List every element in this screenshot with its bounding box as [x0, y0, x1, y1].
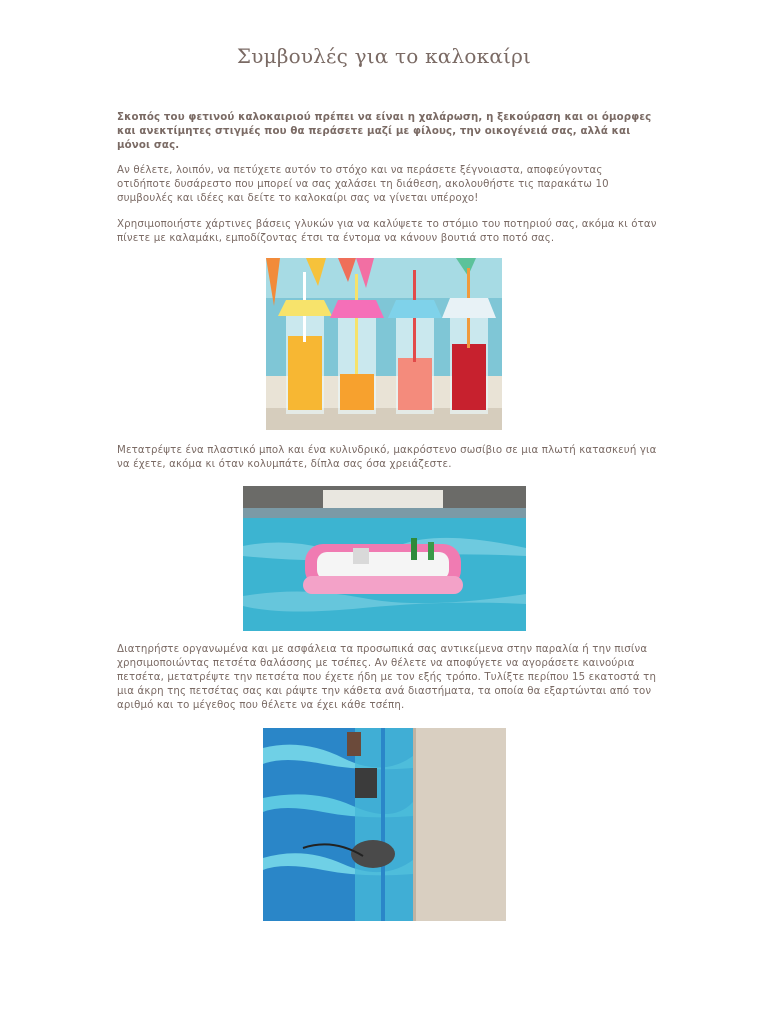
- towel-pockets-photo: [263, 728, 506, 921]
- tip-cupcake-liner-paragraph: Χρησιμοποιήστε χάρτινες βάσεις γλυκών για να καλύψετε το στόμιο του ποτηριού σας, ακόμα κι όταν πίνετε με καλαμάκι, εμποδίζοντας έτσι τα έντομα να κάνουν βουτιά στο ποτό σας.: [117, 219, 657, 244]
- page-title: Συμβουλές για το καλοκαίρι: [236, 44, 532, 68]
- intro-paragraph: Αν θέλετε, λοιπόν, να πετύχετε αυτόν το στόχο και να περάσετε ξέγνοιαστα, αποφεύγοντας οτιδήποτε δυσάρεστο που μπορεί να σας χαλάσει τη διάθεση, ακολουθήστε τις παρακάτω 10 συμβουλές και ιδέες και δείτε το καλοκαίρι σας να γίνεται υπέροχο!: [117, 165, 609, 204]
- drinks-photo: [266, 258, 502, 430]
- tip-towel-pockets-paragraph: Διατηρήστε οργανωμένα και με ασφάλεια τα προσωπικά σας αντικείμενα στην παραλία ή την πισίνα χρησιμοποιώντας πετσέτα θαλάσσης με τσέπες. Αν θέλετε να αποφύγετε να αγοράσετε καινούρια πετσέτα, μετατρέψτε την πετσέτα που έχετε ήδη με τον εξής τρόπο. Τυλίξτε περίπου 15 εκατοστά τη μια άκρη της πετσέτας σας και ράψτε την κάθετα ανά διαστήματα, τα οποία θα εξαρτώνται από τον αριθμό και το μέγεθος που θέλετε να έχει κάθε τσέπη.: [117, 644, 657, 711]
- tip-pool-float-paragraph: Μετατρέψτε ένα πλαστικό μπολ και ένα κυλινδρικό, μακρόστενο σωσίβιο σε μια πλωτή κατασκευή για να έχετε, ακόμα κι όταν κολυμπάτε, δίπλα σας όσα χρειάζεστε.: [117, 445, 657, 470]
- intro-bold-paragraph: Σκοπός του φετινού καλοκαιριού πρέπει να είναι η χαλάρωση, η ξεκούραση και οι όμορφες και ανεκτίμητες στιγμές που θα περάσετε μαζί με φίλους, την οικογένειά σας, αλλά και μόνοι σας.: [117, 112, 652, 151]
- pool-float-photo: [243, 486, 526, 631]
